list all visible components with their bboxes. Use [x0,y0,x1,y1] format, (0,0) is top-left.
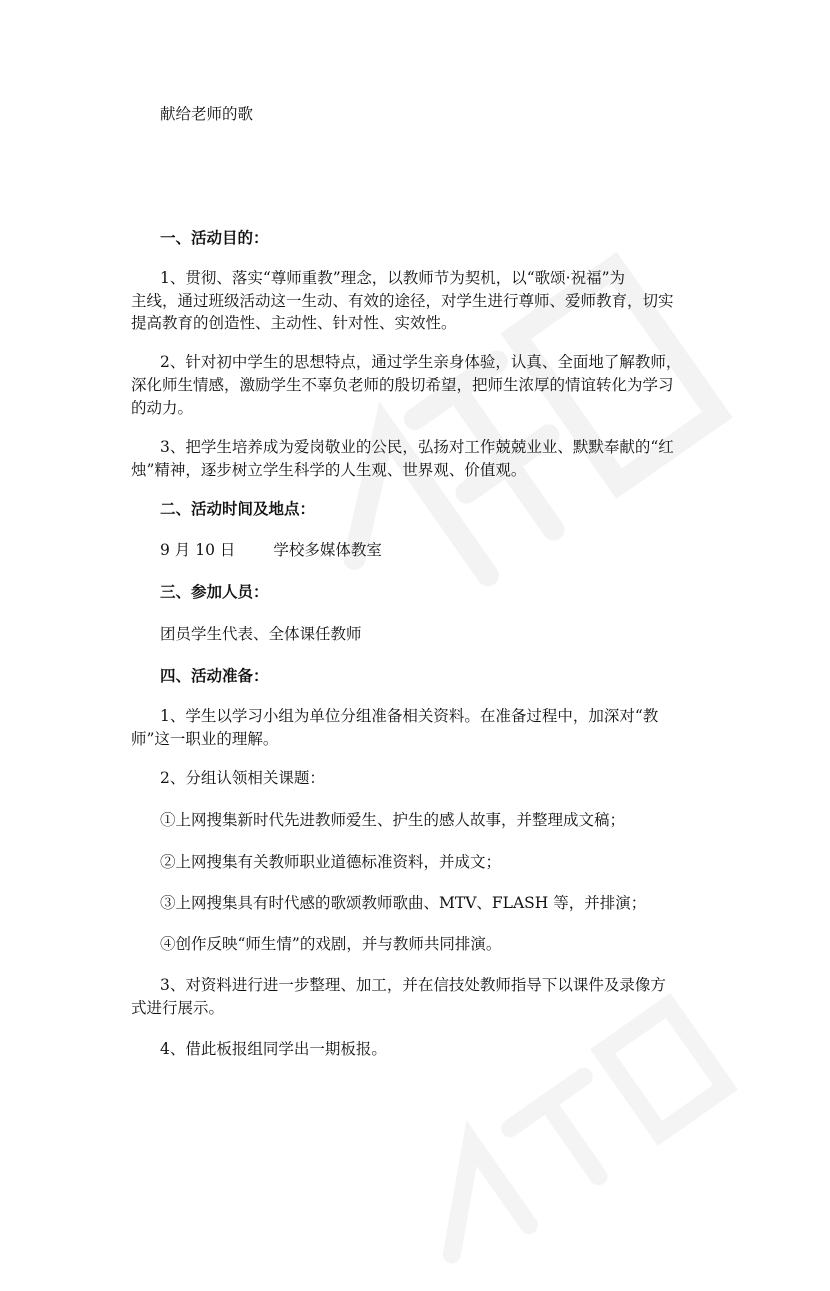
section-1-item-3-line-2: 烛”精神，逐步树立学生科学的人生观、世界观、价值观。 [131,461,527,479]
section-3-content: 团员学生代表、全体课任教师 [160,625,362,643]
section-1-item-2-line-2: 深化师生情感，激励学生不辜负老师的殷切希望，把师生浓厚的情谊转化为学习 [131,376,674,394]
section-1-item-1-line-2: 主线，通过班级活动这一生动、有效的途径，对学生进行尊师、爱师教育，切实 [131,292,674,310]
section-1-item-2-line-1: 2、针对初中学生的思想特点，通过学生亲身体验，认真、全面地了解教师， [160,353,682,371]
section-1-heading: 一、活动目的： [160,228,269,247]
watermark-graphic-bottom [372,969,747,1290]
event-place: 学校多媒体教室 [273,541,382,559]
document-title: 献给老师的歌 [160,105,254,123]
section-1-item-3-line-1: 3、把学生培养成为爱岗敬业的公民，弘扬对工作兢兢业业、默默奉献的“红 [160,438,674,456]
section-4-heading: 四、活动准备： [160,666,269,685]
section-4-sub-3: ③上网搜集具有时代感的歌颂教师歌曲、MTV、FLASH 等，并排演； [160,894,647,912]
event-date: 9 月 10 日 [160,541,236,559]
section-4-sub-2: ②上网搜集有关教师职业道德标准资料，并成文； [160,853,502,871]
section-4-sub-1: ①上网搜集新时代先进教师爱生、护生的感人故事，并整理成文稿； [160,811,626,829]
section-4-item-1-line-2: 师”这一职业的理解。 [131,730,279,748]
section-1-item-1-line-1: 1、贯彻、落实“尊师重教”理念，以教师节为契机，以“歌颂·祝福”为 [160,269,625,287]
section-4-item-3-line-2: 式进行展示。 [131,999,225,1017]
section-4-item-1-line-1: 1、学生以学习小组为单位分组准备相关资料。在准备过程中，加深对“教 [160,707,659,725]
section-2-heading: 二、活动时间及地点： [160,499,316,518]
section-4-item-2: 2、分组认领相关课题： [160,769,325,787]
section-4-item-3-line-1: 3、对资料进行进一步整理、加工，并在信技处教师指导下以课件及录像方 [160,976,666,994]
section-4-sub-4: ④创作反映“师生情”的戏剧，并与教师共同排演。 [160,935,502,953]
section-1-item-1-line-3: 提高教育的创造性、主动性、针对性、实效性。 [131,314,457,332]
section-3-heading: 三、参加人员： [160,582,269,601]
section-2-time-place [160,540,382,560]
section-4-item-4: 4、借此板报组同学出一期板报。 [160,1040,387,1058]
section-1-item-2-line-3: 的动力。 [131,399,194,417]
